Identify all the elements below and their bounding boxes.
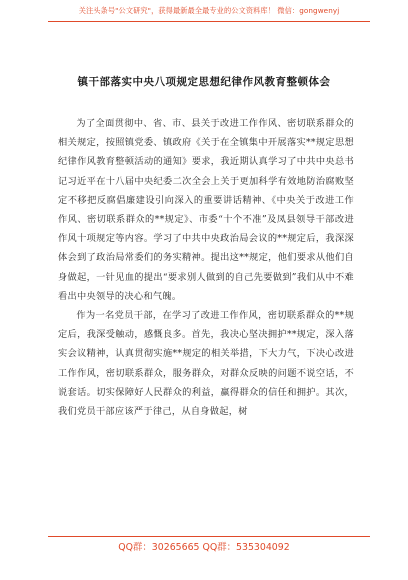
paragraph-1: 为了全面贯彻中、省、市、县关于改进工作作风、密切联系群众的相关规定，按照镇党委、镇政府《关于在全镇集中开展落实**规定思想纪律作风教育整顿活动的通知》要求，我近期认真学习了中共中央总书记习近平在十八届中央纪委二次全会上关于更加科学有效地防治腐败坚定不移把反腐倡廉建设引向深入的重要讲话精神、《中央关于改进工作作风、密切联系群众的**规定》、市委“十个不准”及凤县领导干部改进作风十项规定等内容。学习了中共中央政治局会议的**规定后，我深深体会到了政治局常委们的务实精神。提出这**规定，他们要求从他们自身做起，一针见血的提出“要求别人做到的自己先要做到”我们从中不难看出中央领导的决心和气魄。 (58, 118, 354, 302)
promo-header: 关注头条号"公文研究"，获得最新最全最专业的公文资料库！ 微信：gongwenyj (78, 6, 340, 15)
footer-divider (48, 536, 370, 537)
paragraph-2: 作为一名党员干部，在学习了改进工作作风，密切联系群众的**规定后，我深受触动，感慨良多。首先，我决心坚决拥护**规定，深入落实会议精神，认真贯彻实施**规定的相关举措，下大力气，下决心改进工作作风，密切联系群众，服务群众，对群众反映的问题不说空话，不说套话。切实保障好人民群众的利益，赢得群众的信任和拥护。其次，我们党员干部应该严于律己，从自身做起，树 (58, 310, 354, 418)
document-body (58, 114, 354, 421)
header-divider (48, 21, 370, 22)
document-title: 镇干部落实中央八项规定思想纪律作风教育整顿体会 (77, 76, 331, 88)
qq-group-footer: QQ群：30265665 QQ群：535304092 (118, 542, 290, 553)
